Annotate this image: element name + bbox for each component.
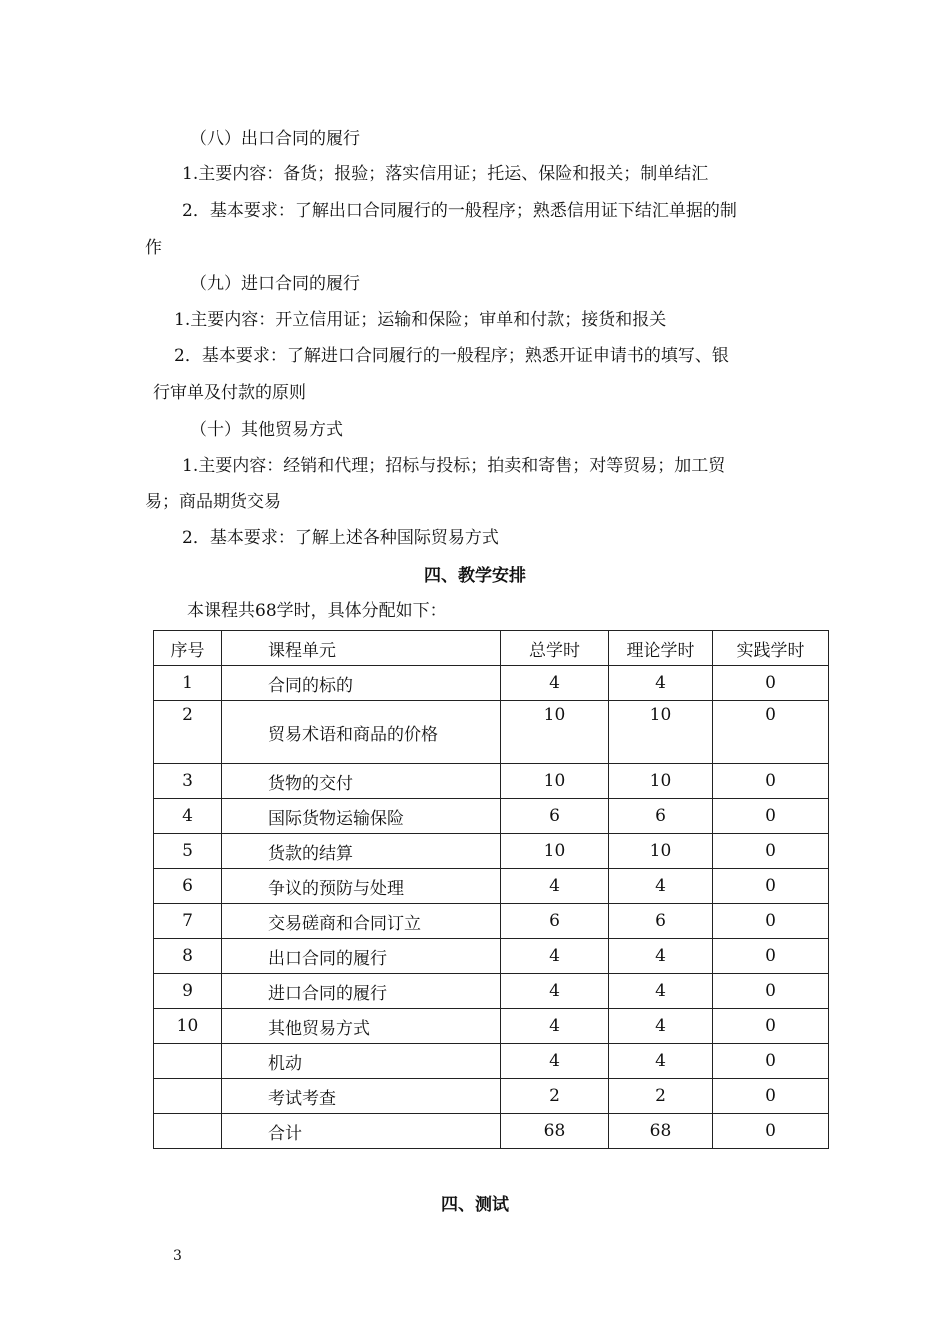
table-row	[154, 974, 829, 1009]
row-theory-hours: 4	[609, 1044, 713, 1079]
row-total-hours: 4	[501, 869, 609, 904]
table-row	[154, 1009, 829, 1044]
row-unit: 国际货物运输保险	[222, 799, 501, 834]
section-9-requirement-line1: 2．基本要求：了解进口合同履行的一般程序；熟悉开证申请书的填写、银	[174, 346, 729, 366]
row-seq	[154, 1079, 222, 1114]
row-unit: 交易磋商和合同订立	[222, 904, 501, 939]
row-seq: 6	[154, 869, 222, 904]
row-seq: 2	[154, 701, 222, 764]
page-number: 3	[173, 1248, 182, 1264]
row-theory-hours: 10	[609, 764, 713, 799]
section-8-requirement-line2: 作	[145, 238, 162, 258]
row-practice-hours: 0	[713, 1044, 829, 1079]
section-9-content: 1.主要内容：开立信用证；运输和保险；审单和付款；接货和报关	[174, 310, 667, 330]
row-unit: 考试考查	[222, 1079, 501, 1114]
row-practice-hours: 0	[713, 1009, 829, 1044]
row-total-hours: 4	[501, 939, 609, 974]
row-total-hours: 2	[501, 1079, 609, 1114]
table-row	[154, 764, 829, 799]
row-unit: 合计	[222, 1114, 501, 1149]
row-theory-hours: 6	[609, 799, 713, 834]
table-row	[154, 904, 829, 939]
row-theory-hours: 4	[609, 939, 713, 974]
row-total-hours: 4	[501, 1009, 609, 1044]
row-seq: 1	[154, 666, 222, 701]
row-total-hours: 68	[501, 1114, 609, 1149]
row-practice-hours: 0	[713, 701, 829, 764]
section-10-content-line1: 1.主要内容：经销和代理；招标与投标；拍卖和寄售；对等贸易；加工贸	[182, 456, 726, 476]
table-row	[154, 701, 829, 764]
row-total-hours: 10	[501, 764, 609, 799]
section-8-title: （八）出口合同的履行	[190, 129, 360, 149]
row-practice-hours: 0	[713, 939, 829, 974]
row-unit: 货物的交付	[222, 764, 501, 799]
section-8-requirement-line1: 2．基本要求：了解出口合同履行的一般程序；熟悉信用证下结汇单据的制	[182, 201, 737, 221]
section-10-requirement: 2．基本要求：了解上述各种国际贸易方式	[182, 528, 499, 548]
row-total-hours: 10	[501, 701, 609, 764]
row-total-hours: 6	[501, 904, 609, 939]
row-seq	[154, 1044, 222, 1079]
section-8-content: 1.主要内容：备货；报验；落实信用证；托运、保险和报关；制单结汇	[182, 164, 709, 184]
row-theory-hours: 68	[609, 1114, 713, 1149]
row-theory-hours: 4	[609, 974, 713, 1009]
row-theory-hours: 10	[609, 834, 713, 869]
section-10-title: （十）其他贸易方式	[190, 420, 343, 440]
row-unit: 机动	[222, 1044, 501, 1079]
header-total-hours: 总学时	[501, 631, 609, 666]
row-theory-hours: 4	[609, 869, 713, 904]
row-unit: 合同的标的	[222, 666, 501, 701]
table-header-row	[154, 631, 829, 666]
row-theory-hours: 4	[609, 1009, 713, 1044]
header-unit: 课程单元	[222, 631, 501, 666]
row-seq: 9	[154, 974, 222, 1009]
row-theory-hours: 10	[609, 701, 713, 764]
row-unit: 贸易术语和商品的价格	[222, 701, 501, 764]
row-practice-hours: 0	[713, 869, 829, 904]
row-practice-hours: 0	[713, 1114, 829, 1149]
table-row	[154, 799, 829, 834]
row-practice-hours: 0	[713, 974, 829, 1009]
row-seq: 3	[154, 764, 222, 799]
row-theory-hours: 4	[609, 666, 713, 701]
row-practice-hours: 0	[713, 904, 829, 939]
row-unit: 货款的结算	[222, 834, 501, 869]
header-practice-hours: 实践学时	[713, 631, 829, 666]
row-total-hours: 4	[501, 1044, 609, 1079]
table-row	[154, 1044, 829, 1079]
row-practice-hours: 0	[713, 799, 829, 834]
section-10-content-line2: 易；商品期货交易	[145, 492, 281, 512]
row-seq	[154, 1114, 222, 1149]
row-seq: 7	[154, 904, 222, 939]
row-theory-hours: 2	[609, 1079, 713, 1114]
row-practice-hours: 0	[713, 834, 829, 869]
schedule-table	[153, 630, 829, 1149]
table-row	[154, 1079, 829, 1114]
schedule-heading: 四、教学安排	[424, 566, 526, 586]
row-seq: 4	[154, 799, 222, 834]
row-total-hours: 10	[501, 834, 609, 869]
test-heading: 四、测试	[441, 1195, 509, 1215]
row-theory-hours: 6	[609, 904, 713, 939]
row-total-hours: 4	[501, 666, 609, 701]
table-row	[154, 666, 829, 701]
row-total-hours: 6	[501, 799, 609, 834]
row-unit: 争议的预防与处理	[222, 869, 501, 904]
table-row	[154, 939, 829, 974]
header-seq: 序号	[154, 631, 222, 666]
row-practice-hours: 0	[713, 764, 829, 799]
row-seq: 8	[154, 939, 222, 974]
schedule-intro: 本课程共68学时，具体分配如下：	[187, 601, 447, 621]
section-9-requirement-line2: 行审单及付款的原则	[153, 383, 306, 403]
section-9-title: （九）进口合同的履行	[190, 274, 360, 294]
header-theory-hours: 理论学时	[609, 631, 713, 666]
row-total-hours: 4	[501, 974, 609, 1009]
table-row	[154, 1114, 829, 1149]
row-unit: 其他贸易方式	[222, 1009, 501, 1044]
row-seq: 10	[154, 1009, 222, 1044]
row-seq: 5	[154, 834, 222, 869]
table-row	[154, 834, 829, 869]
row-unit: 出口合同的履行	[222, 939, 501, 974]
row-unit: 进口合同的履行	[222, 974, 501, 1009]
table-row	[154, 869, 829, 904]
row-practice-hours: 0	[713, 1079, 829, 1114]
row-practice-hours: 0	[713, 666, 829, 701]
